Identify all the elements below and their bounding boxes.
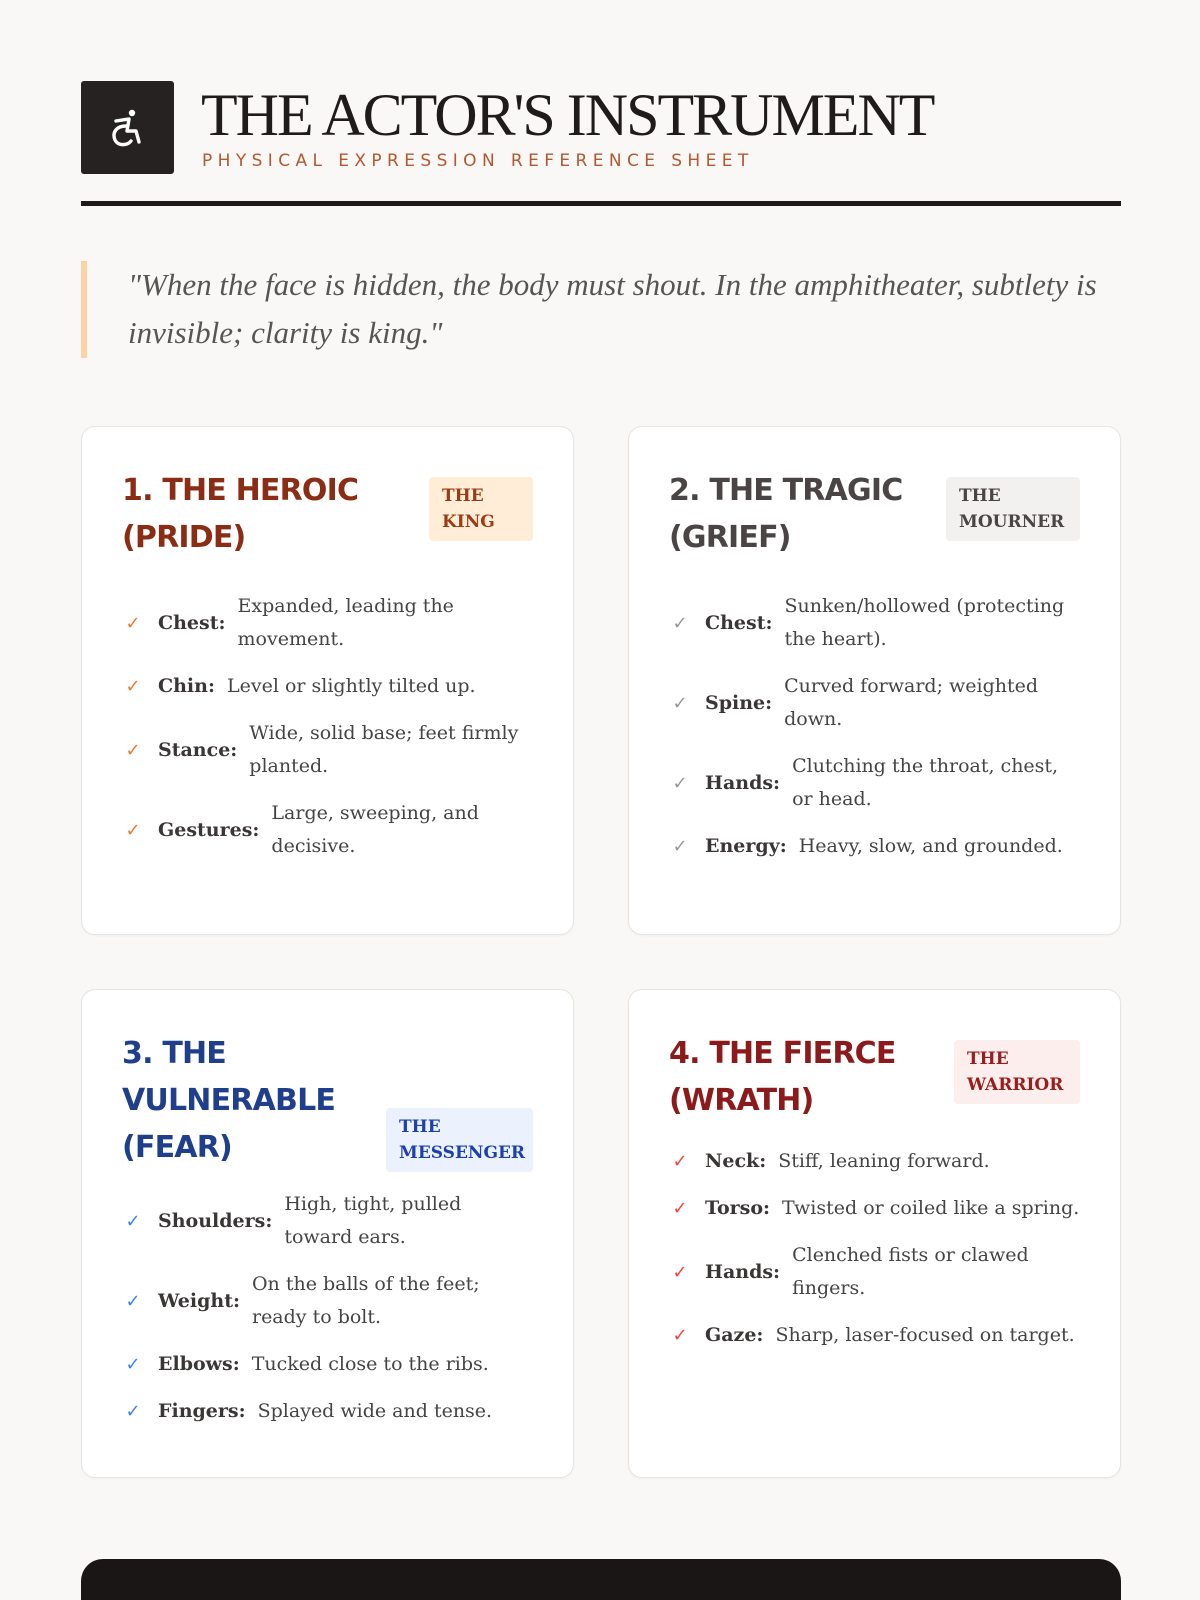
list-item: ✓ Elbows: Tucked close to the ribs. [122, 1348, 533, 1381]
pull-quote: "When the face is hidden, the body must shout. In the amphitheater, subtlety is invisible; clarity is king." [81, 261, 1121, 358]
check-icon: ✓ [672, 772, 688, 794]
list-item: ✓ Torso: Twisted or coiled like a spring. [669, 1192, 1080, 1225]
list-item: ✓ Weight: On the balls of the feet; ready to bolt. [122, 1268, 533, 1334]
list-item: ✓ Chest: Sunken/hollowed (protecting the heart). [669, 590, 1080, 656]
card-title: 1. THE HEROIC (PRIDE) [122, 473, 359, 555]
page-subtitle: PHYSICAL EXPRESSION REFERENCE SHEET [202, 151, 754, 171]
list-item: ✓ Chin: Level or slightly tilted up. [122, 670, 533, 703]
trait-list [122, 590, 533, 877]
role-badge: THE WARRIOR [954, 1040, 1080, 1104]
check-icon: ✓ [672, 612, 688, 634]
check-icon: ✓ [125, 1401, 141, 1422]
card-title: 4. THE FIERCE (WRATH) [669, 1036, 896, 1118]
list-item: ✓ Gestures: Large, sweeping, and decisive. [122, 797, 533, 863]
check-icon: ✓ [125, 676, 141, 697]
list-item: ✓ Energy: Heavy, slow, and grounded. [669, 830, 1080, 863]
check-icon: ✓ [672, 692, 688, 714]
check-icon: ✓ [125, 739, 141, 761]
check-icon: ✓ [672, 1198, 688, 1219]
check-icon: ✓ [125, 1290, 141, 1312]
card-heroic [81, 426, 574, 935]
role-badge: THE MESSENGER [386, 1108, 533, 1172]
accessibility-dancer-icon [81, 81, 174, 174]
card-title: 3. THE VULNERABLE (FEAR) [122, 1036, 336, 1165]
check-icon: ✓ [125, 819, 141, 841]
list-item: ✓ Shoulders: High, tight, pulled toward ears. [122, 1188, 533, 1254]
page-title: THE ACTOR'S INSTRUMENT [201, 82, 934, 148]
list-item: ✓ Hands: Clutching the throat, chest, or head. [669, 750, 1080, 816]
check-icon: ✓ [125, 612, 141, 634]
list-item: ✓ Hands: Clenched fists or clawed fingers. [669, 1239, 1080, 1305]
check-icon: ✓ [672, 836, 688, 857]
role-badge: THE KING [429, 477, 533, 541]
list-item: ✓ Gaze: Sharp, laser-focused on target. [669, 1319, 1080, 1352]
list-item: ✓ Chest: Expanded, leading the movement. [122, 590, 533, 656]
check-icon: ✓ [125, 1210, 141, 1232]
list-item: ✓ Neck: Stiff, leaning forward. [669, 1145, 1080, 1178]
card-vulnerable [81, 989, 574, 1478]
list-item: ✓ Fingers: Splayed wide and tense. [122, 1395, 533, 1428]
check-icon: ✓ [672, 1151, 688, 1172]
page-header [81, 81, 1121, 206]
card-fierce [628, 989, 1121, 1478]
list-item: ✓ Spine: Curved forward; weighted down. [669, 670, 1080, 736]
card-tragic [628, 426, 1121, 935]
trait-list [669, 590, 1080, 877]
trait-list [122, 1188, 533, 1442]
card-title: 2. THE TRAGIC (GRIEF) [669, 473, 903, 555]
footer-bar [81, 1559, 1121, 1600]
check-icon: ✓ [125, 1354, 141, 1375]
list-item: ✓ Stance: Wide, solid base; feet firmly planted. [122, 717, 533, 783]
check-icon: ✓ [672, 1261, 688, 1283]
check-icon: ✓ [672, 1325, 688, 1346]
header-divider [81, 201, 1121, 206]
trait-list [669, 1145, 1080, 1366]
role-badge: THE MOURNER [946, 477, 1080, 541]
